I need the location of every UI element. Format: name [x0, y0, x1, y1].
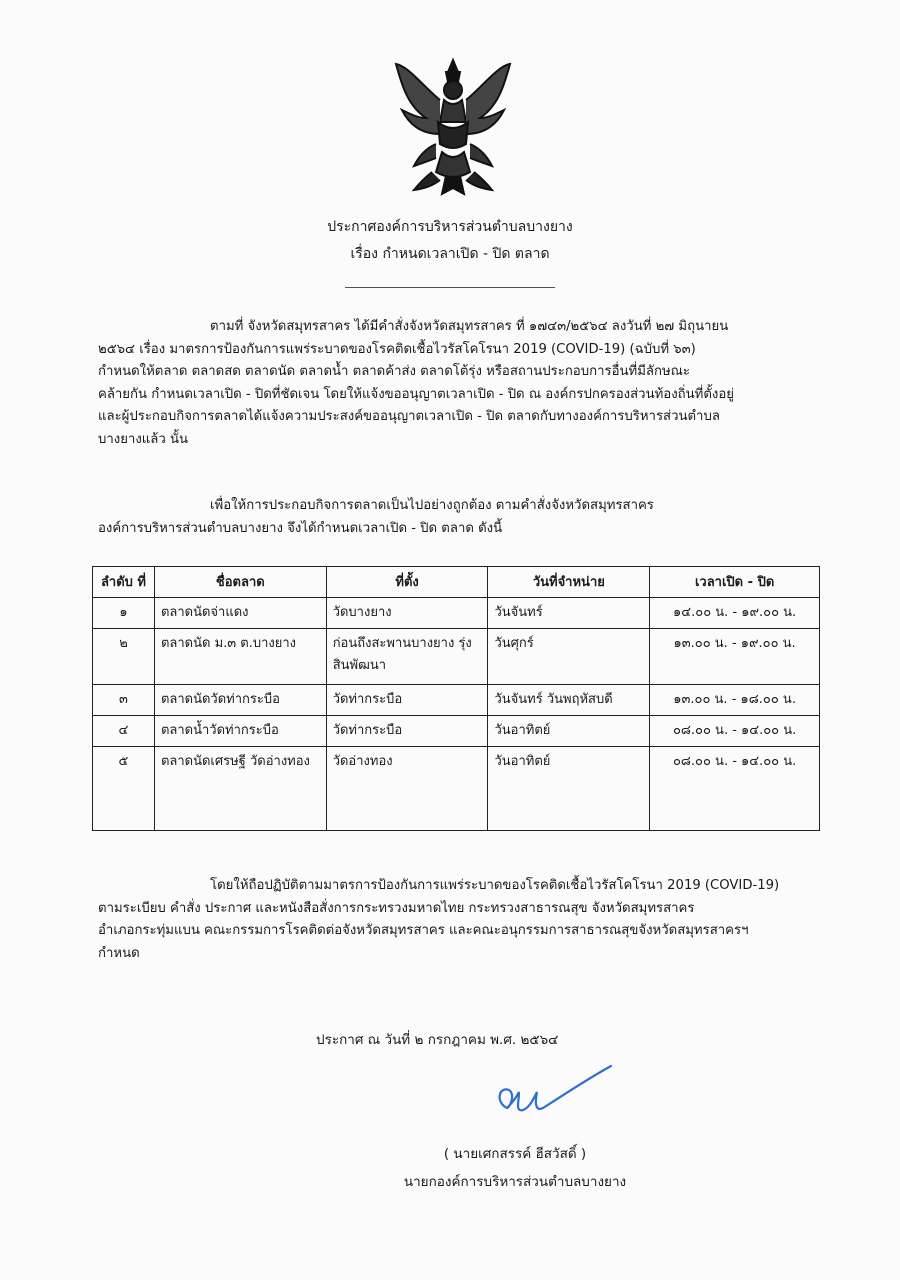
cell-days: วันศุกร์ — [488, 629, 650, 685]
header-location: ที่ตั้ง — [326, 567, 488, 598]
header-market-name: ชื่อตลาด — [154, 567, 326, 598]
cell-no: ๓ — [93, 685, 155, 716]
cell-hours: ๑๓.๐๐ น. - ๑๙.๐๐ น. — [650, 629, 820, 685]
announcement-title: ประกาศองค์การบริหารส่วนตำบลบางยาง — [327, 219, 573, 235]
market-schedule-table — [92, 566, 820, 831]
announcement-subject: เรื่อง กำหนดเวลาเปิด - ปิด ตลาด — [350, 246, 550, 262]
cell-days: วันอาทิตย์ — [488, 747, 650, 831]
cell-no: ๑ — [93, 598, 155, 629]
paragraph-line: องค์การบริหารส่วนตำบลบางยาง จึงได้กำหนดเวลาเปิด - ปิด ตลาด ดังนี้ — [98, 520, 503, 536]
cell-market-name: ตลาดนัดวัดท่ากระบือ — [154, 685, 326, 716]
cell-no: ๕ — [93, 747, 155, 831]
signer-name: ( นายเศกสรรค์ ฮีสวัสดิ์ ) — [443, 1146, 587, 1162]
cell-no: ๔ — [93, 716, 155, 747]
cell-hours: ๐๘.๐๐ น. - ๑๔.๐๐ น. — [650, 716, 820, 747]
paragraph-line: คล้ายกัน กำหนดเวลาเปิด - ปิดที่ชัดเจน โดยให้แจ้งขออนุญาตเวลาเปิด - ปิด ณ องค์กรปกครองส่วนท้องถิ่นที่ตั้งอยู่ — [98, 386, 734, 402]
cell-location: วัดอ่างทอง — [326, 747, 488, 831]
table-row — [93, 716, 820, 747]
paragraph-line: บางยางแล้ว นั้น — [98, 431, 188, 447]
signer-title: นายกองค์การบริหารส่วนตำบลบางยาง — [403, 1174, 627, 1190]
table-row — [93, 747, 820, 831]
paragraph-line: อำเภอกระทุ่มแบน คณะกรรมการโรคติดต่อจังหวัดสมุทรสาคร และคณะอนุกรรมการสาธารณสุขจังหวัดสมุทรสาครฯ — [98, 923, 749, 939]
cell-days: วันจันทร์ วันพฤหัสบดี — [488, 685, 650, 716]
cell-hours: ๐๘.๐๐ น. - ๑๔.๐๐ น. — [650, 747, 820, 831]
paragraph-line: โดยให้ถือปฏิบัติตามมาตรการป้องกันการแพร่ระบาดของโรคติดเชื้อไวรัสโคโรนา 2019 (COVID-19) — [210, 878, 780, 893]
header-hours: เวลาเปิด - ปิด — [650, 567, 820, 598]
cell-no: ๒ — [93, 629, 155, 685]
cell-location: วัดท่ากระบือ — [326, 716, 488, 747]
cell-market-name: ตลาดนัด ม.๓ ต.บางยาง — [154, 629, 326, 685]
paragraph-purpose — [98, 495, 818, 540]
table-header-row — [93, 567, 820, 598]
separator-line — [345, 287, 555, 288]
table-row — [93, 598, 820, 629]
announcement-date: ประกาศ ณ วันที่ ๒ กรกฎาคม พ.ศ. ๒๕๖๔ — [316, 1032, 559, 1048]
cell-location: ก่อนถึงสะพานบางยาง รุ่งสินพัฒนา — [326, 629, 488, 685]
paragraph-line: ตามที่ จังหวัดสมุทรสาคร ได้มีคำสั่งจังหวัดสมุทรสาคร ที่ ๑๗๔๓/๒๕๖๔ ลงวันที่ ๒๗ มิถุนายน — [210, 319, 729, 334]
cell-hours: ๑๔.๐๐ น. - ๑๙.๐๐ น. — [650, 598, 820, 629]
paragraph-background — [98, 316, 818, 452]
cell-market-name: ตลาดน้ำวัดท่ากระบือ — [154, 716, 326, 747]
handwritten-signature — [485, 1062, 615, 1124]
cell-location: วัดท่ากระบือ — [326, 685, 488, 716]
cell-days: วันจันทร์ — [488, 598, 650, 629]
header-days: วันที่จำหน่าย — [488, 567, 650, 598]
paragraph-line: เพื่อให้การประกอบกิจการตลาดเป็นไปอย่างถูกต้อง ตามคำสั่งจังหวัดสมุทรสาคร — [210, 498, 654, 513]
paragraph-line: ๒๕๖๔ เรื่อง มาตรการป้องกันการแพร่ระบาดของโรคติดเชื้อไวรัสโคโรนา 2019 (COVID-19) (ฉบับที่ ๖๓) — [98, 341, 696, 357]
cell-location: วัดบางยาง — [326, 598, 488, 629]
table-row — [93, 629, 820, 685]
cell-market-name: ตลาดนัดจ่าแดง — [154, 598, 326, 629]
paragraph-line: และผู้ประกอบกิจการตลาดได้แจ้งความประสงค์ขออนุญาตเวลาเปิด - ปิด ตลาดกับทางองค์การบริหารส่วนตำบล — [98, 409, 720, 425]
cell-days: วันอาทิตย์ — [488, 716, 650, 747]
header-no: ลำดับ ที่ — [93, 567, 155, 598]
table-row — [93, 685, 820, 716]
cell-market-name: ตลาดนัดเศรษฐี วัดอ่างทอง — [154, 747, 326, 831]
paragraph-compliance — [98, 875, 818, 965]
paragraph-line: ตามระเบียบ คำสั่ง ประกาศ และหนังสือสั่งการกระทรวงมหาดไทย กระทรวงสาธารณสุข จังหวัดสมุทรสาคร — [98, 900, 695, 916]
paragraph-line: กำหนดให้ตลาด ตลาดสด ตลาดนัด ตลาดน้ำ ตลาดค้าส่ง ตลาดโต้รุ่ง หรือสถานประกอบการอื่นที่มีลักษณะ — [98, 364, 690, 380]
paragraph-line: กำหนด — [98, 945, 140, 961]
garuda-emblem-icon — [388, 56, 518, 198]
cell-hours: ๑๓.๐๐ น. - ๑๘.๐๐ น. — [650, 685, 820, 716]
